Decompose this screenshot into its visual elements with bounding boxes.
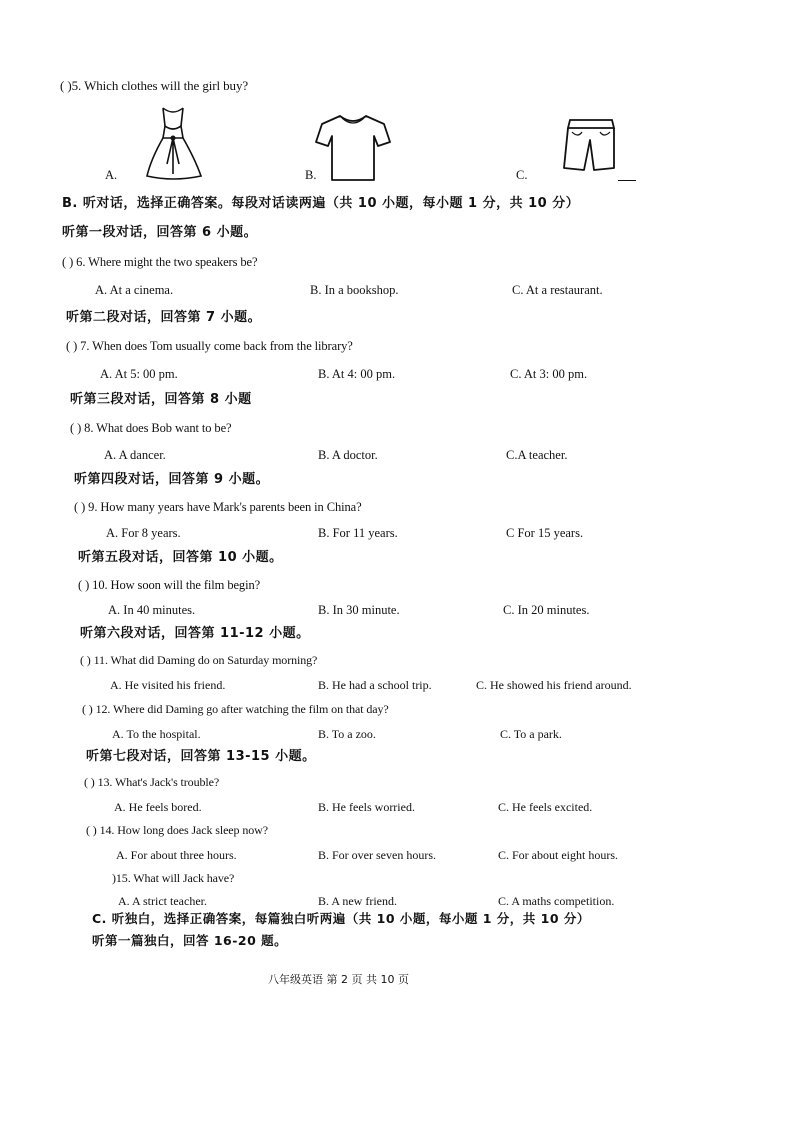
question-8-stem: ( ) 8. What does Bob want to be? bbox=[70, 421, 232, 435]
part-4-intro: 听第四段对话，回答第 9 小题。 bbox=[74, 472, 270, 487]
q6-option-b: B. In a bookshop. bbox=[310, 283, 399, 297]
q12-option-a: A. To the hospital. bbox=[112, 727, 201, 741]
q15-option-a: A. A strict teacher. bbox=[118, 894, 207, 908]
question-11-stem: ( ) 11. What did Daming do on Saturday morning? bbox=[80, 653, 318, 667]
part-6-intro: 听第六段对话，回答第 11-12 小题。 bbox=[80, 626, 310, 641]
q8-option-c: C.A teacher. bbox=[506, 448, 568, 462]
q14-option-b: B. For over seven hours. bbox=[318, 848, 436, 862]
answer-dash bbox=[618, 180, 636, 181]
q10-option-b: B. In 30 minute. bbox=[318, 603, 400, 617]
q6-option-c: C. At a restaurant. bbox=[512, 283, 603, 297]
q12-option-b: B. To a zoo. bbox=[318, 727, 376, 741]
shorts-icon bbox=[560, 114, 620, 176]
question-9-stem: ( ) 9. How many years have Mark's parents been in China? bbox=[74, 500, 362, 514]
q11-option-b: B. He had a school trip. bbox=[318, 678, 432, 692]
q6-option-a: A. At a cinema. bbox=[95, 283, 174, 297]
q10-option-a: A. In 40 minutes. bbox=[108, 603, 196, 617]
dress-icon bbox=[143, 104, 205, 184]
q15-option-b: B. A new friend. bbox=[318, 894, 397, 908]
q13-option-a: A. He feels bored. bbox=[114, 800, 202, 814]
q15-option-c: C. A maths competition. bbox=[498, 894, 615, 908]
q14-option-c: C. For about eight hours. bbox=[498, 848, 618, 862]
part-5-intro: 听第五段对话，回答第 10 小题。 bbox=[78, 550, 283, 565]
q7-option-b: B. At 4: 00 pm. bbox=[318, 367, 396, 381]
q13-option-c: C. He feels excited. bbox=[498, 800, 593, 814]
q8-option-a: A. A dancer. bbox=[104, 448, 166, 462]
section-c-part-1-intro: 听第一篇独白，回答 16-20 题。 bbox=[92, 933, 288, 948]
q8-option-b: B. A doctor. bbox=[318, 448, 378, 462]
part-7-intro: 听第七段对话，回答第 13-15 小题。 bbox=[86, 749, 316, 764]
question-15-stem: )15. What will Jack have? bbox=[112, 871, 235, 885]
q5-option-b-label: B. bbox=[305, 168, 317, 182]
q11-option-a: A. He visited his friend. bbox=[110, 678, 226, 692]
q7-option-a: A. At 5: 00 pm. bbox=[100, 367, 178, 381]
question-6-stem: ( ) 6. Where might the two speakers be? bbox=[62, 255, 258, 269]
question-13-stem: ( ) 13. What's Jack's trouble? bbox=[84, 775, 220, 789]
section-c-title: C. 听独白，选择正确答案，每篇独白听两遍（共 10 小题，每小题 1 分，共 10 分） bbox=[92, 911, 590, 926]
part-2-intro: 听第二段对话，回答第 7 小题。 bbox=[66, 310, 262, 325]
q14-option-a: A. For about three hours. bbox=[116, 848, 237, 862]
q11-option-c: C. He showed his friend around. bbox=[476, 678, 632, 692]
q5-option-c-label: C. bbox=[516, 168, 528, 182]
q13-option-b: B. He feels worried. bbox=[318, 800, 415, 814]
question-7-stem: ( ) 7. When does Tom usually come back from the library? bbox=[66, 339, 353, 353]
q5-option-a-label: A. bbox=[105, 168, 118, 182]
q9-option-c: C For 15 years. bbox=[506, 526, 584, 540]
tshirt-icon bbox=[314, 110, 392, 186]
part-1-intro: 听第一段对话，回答第 6 小题。 bbox=[62, 225, 258, 240]
q10-option-c: C. In 20 minutes. bbox=[503, 603, 590, 617]
section-b-title: B. 听对话，选择正确答案。每段对话读两遍（共 10 小题，每小题 1 分，共 10 分） bbox=[62, 196, 580, 211]
q9-option-a: A. For 8 years. bbox=[106, 526, 181, 540]
part-3-intro: 听第三段对话，回答第 8 小题 bbox=[70, 392, 252, 407]
page-footer: 八年级英语 第 2 页 共 10 页 bbox=[268, 973, 409, 986]
q7-option-c: C. At 3: 00 pm. bbox=[510, 367, 588, 381]
q12-option-c: C. To a park. bbox=[500, 727, 562, 741]
question-14-stem: ( ) 14. How long does Jack sleep now? bbox=[86, 823, 268, 837]
question-5-stem: ( )5. Which clothes will the girl buy? bbox=[60, 78, 249, 93]
q9-option-b: B. For 11 years. bbox=[318, 526, 398, 540]
question-10-stem: ( ) 10. How soon will the film begin? bbox=[78, 578, 261, 592]
question-12-stem: ( ) 12. Where did Daming go after watching the film on that day? bbox=[82, 702, 389, 716]
